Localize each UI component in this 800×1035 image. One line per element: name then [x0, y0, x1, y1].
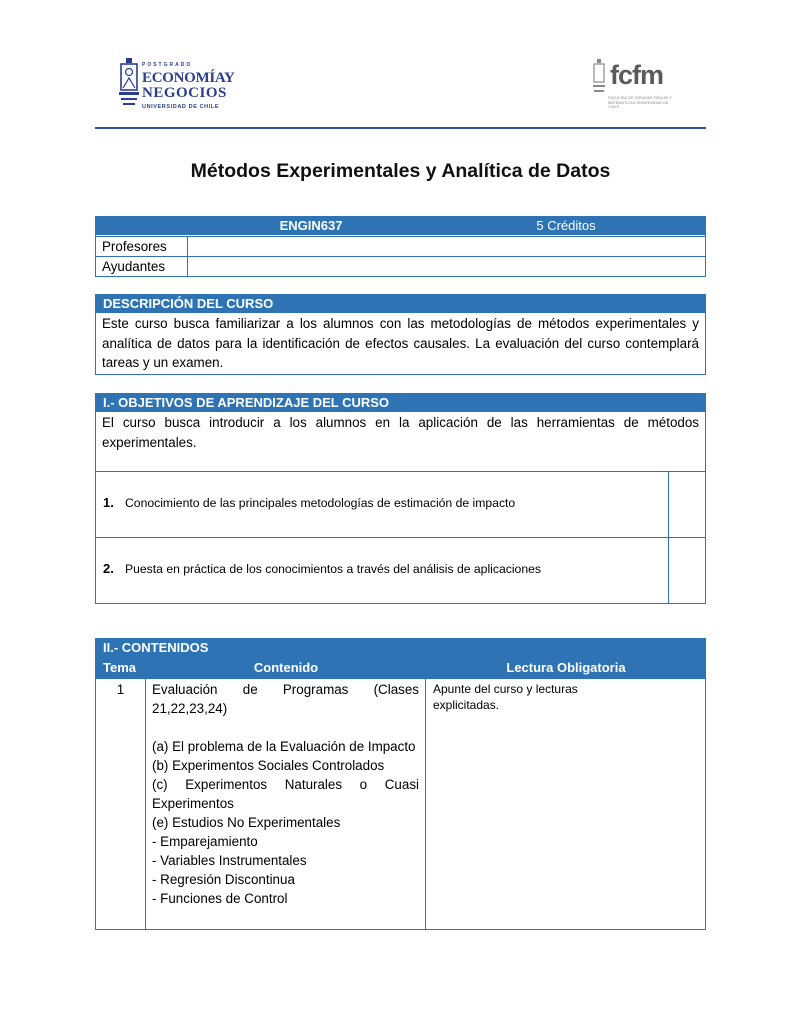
logo-line-postgrado: POSTGRADO [142, 62, 193, 68]
contenido-item: - Funciones de Control [152, 891, 288, 906]
assistants-label: Ayudantes [102, 259, 166, 274]
description-text: Este curso busca familiarizar a los alumnos con las metodologías de métodos experimentales y analítica de datos para la identificación de efectos causales. La evaluación del curso contemplará tareas y un examen. [102, 316, 699, 370]
economia-negocios-logo [118, 56, 238, 122]
objective-number: 2. [103, 561, 114, 576]
fcfm-logo [592, 58, 682, 120]
contents-header: II.- CONTENIDOS [103, 640, 209, 655]
logo-line-universidad: UNIVERSIDAD DE CHILE [142, 104, 220, 110]
learning-objectives-section [95, 393, 706, 604]
objective-row [96, 537, 705, 603]
column-divider [425, 679, 426, 929]
page-title: Métodos Experimentales y Analítica de Datos [190, 160, 611, 182]
professors-label: Profesores [102, 239, 167, 254]
university-crest-icon [118, 58, 140, 116]
objective-row [96, 471, 705, 537]
contenido-item: - Emparejamiento [152, 834, 258, 849]
contenido-item: - Regresión Discontinua [152, 872, 295, 887]
fcfm-mark: fcfm [610, 60, 664, 90]
logo-line-economia: ECONOMÍAY [142, 70, 235, 86]
contenido-cell [152, 680, 419, 908]
course-header-bar [96, 217, 705, 235]
objective-text: Puesta en práctica de los conocimientos a través del análisis de aplicaciones [125, 562, 541, 576]
contents-section [95, 638, 706, 930]
contenido-item: (a) El problema de la Evaluación de Impacto [152, 739, 416, 754]
tema-number: 1 [116, 682, 125, 697]
contenido-item: - Variables Instrumentales [152, 853, 307, 868]
course-description-section [95, 294, 706, 375]
contenido-item: (c) Experimentos Naturales o Cuasi Experimentos [152, 777, 419, 811]
course-code: ENGIN637 [279, 218, 343, 233]
objectives-intro: El curso busca introducir a los alumnos en la aplicación de las herramientas de métodos experimentales. [102, 415, 699, 450]
objective-side-cell [668, 538, 705, 603]
faculty-crest-icon [592, 58, 606, 110]
assistants-value [187, 257, 705, 276]
objectives-header: I.- OBJETIVOS DE APRENDIZAJE DEL CURSO [96, 394, 705, 412]
description-header: DESCRIPCIÓN DEL CURSO [96, 295, 705, 313]
objective-side-cell [668, 472, 705, 537]
contenido-item: (e) Estudios No Experimentales [152, 815, 341, 830]
objective-text: Conocimiento de las principales metodologías de estimación de impacto [125, 496, 516, 510]
column-lectura: Lectura Obligatoria [506, 660, 626, 675]
column-tema: Tema [103, 660, 136, 675]
course-info-table [95, 216, 706, 277]
course-credits: 5 Créditos [536, 218, 596, 233]
professors-value [187, 237, 705, 256]
objective-number: 1. [103, 495, 114, 510]
fcfm-subtitle: FACULTAD DE CIENCIAS FÍSICAS Y MATEMÁTICAS UNIVERSIDAD DE CHILE [608, 96, 672, 110]
contenido-item: (b) Experimentos Sociales Controlados [152, 758, 385, 773]
header-divider [95, 127, 706, 129]
logo-line-negocios: NEGOCIOS [142, 85, 227, 101]
column-divider [145, 679, 146, 929]
contenido-heading: Evaluación de Programas (Clases 21,22,23,24) [152, 682, 419, 716]
column-contenido: Contenido [253, 660, 319, 675]
lectura-cell: Apunte del curso y lecturas explicitadas. [433, 682, 578, 712]
